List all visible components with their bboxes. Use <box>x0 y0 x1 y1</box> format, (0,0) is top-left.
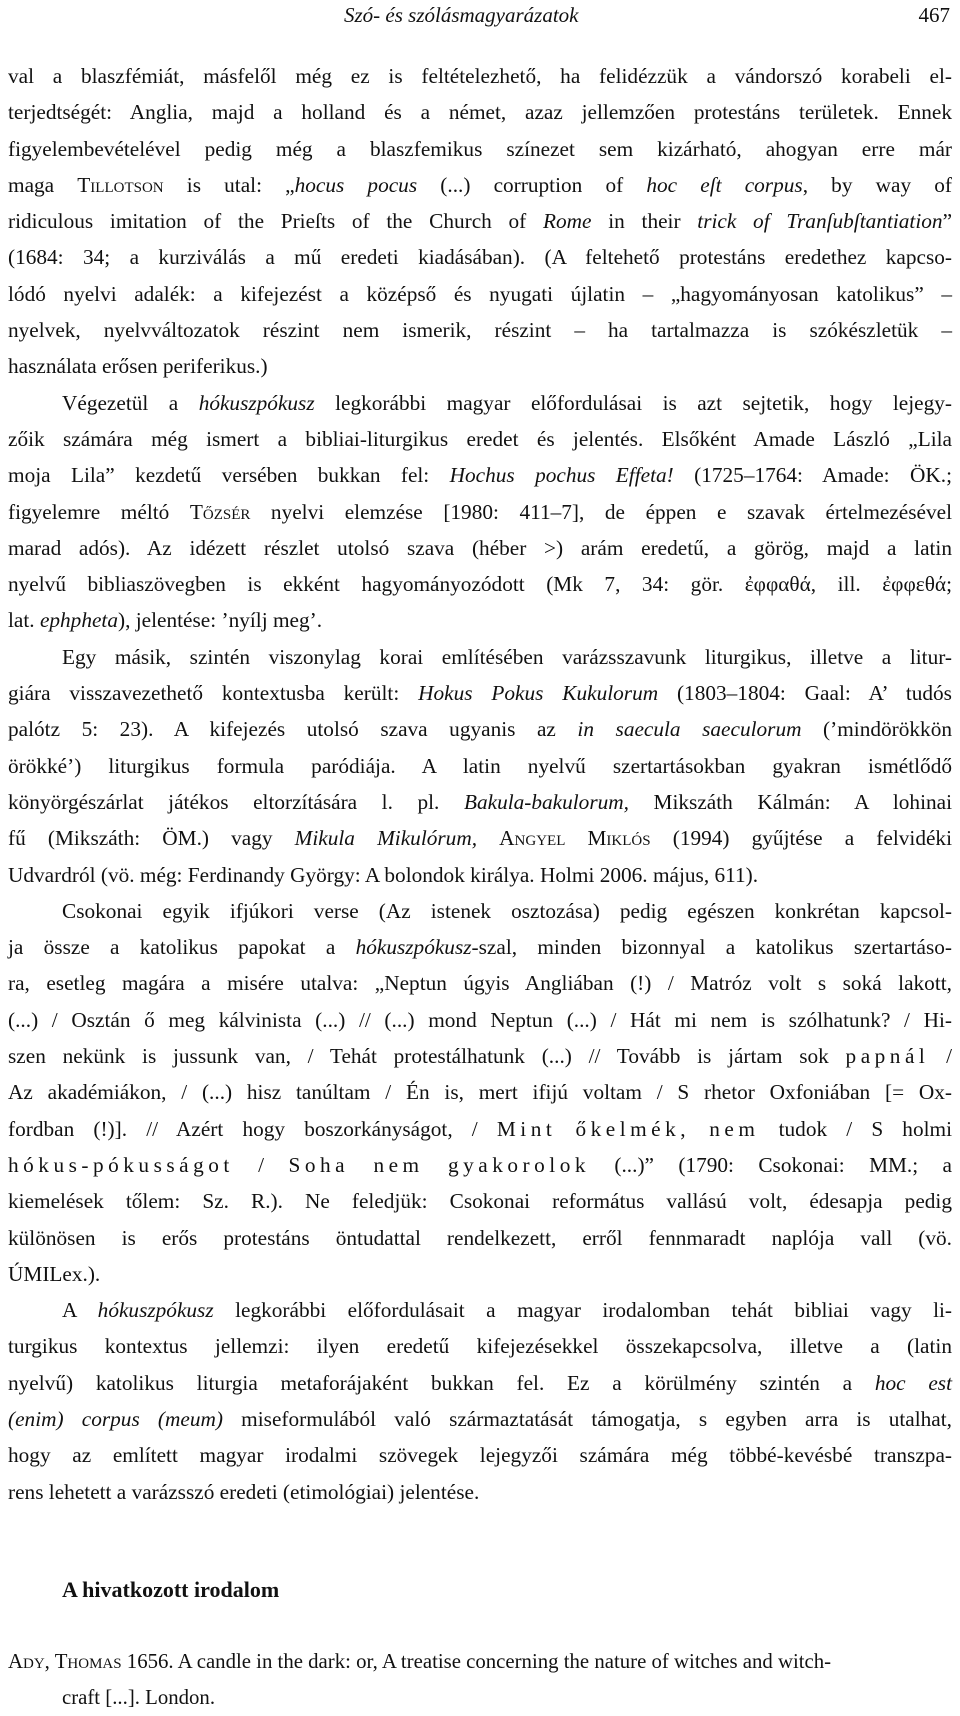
paragraph-5 <box>8 1292 952 1510</box>
text-line: rens lehetett a varázsszó eredeti (etimológiai) jelentése. <box>8 1479 480 1504</box>
paragraph-4 <box>8 893 952 1292</box>
text-line: terjedtségét: Anglia, majd a holland és a német, azaz jellemzően protestáns területek. Ennek <box>8 100 952 125</box>
text-line: fű (Mikszáth: ÖM.) vagy Mikula Mikulórum, Angyel Miklós (1994) gyűjtése a felvidéki <box>8 826 952 851</box>
text-line: ra, esetleg magára a misére utalva: „Neptun úgyis Angliában (!) / Matróz volt s soká lakott, <box>8 971 952 996</box>
text-line: figyelemre méltó Tőzsér nyelvi elemzése [1980: 411–7], de éppen e szavak értelmezésével <box>8 499 952 524</box>
text-line: kiemelések tőlem: Sz. R.). Ne feledjük: Csokonai református vallású volt, édesapja pedig <box>8 1189 952 1214</box>
reference-line: Ady, Thomas 1656. A candle in the dark: or, A treatise concerning the nature of witches and witch- <box>8 1649 832 1673</box>
text-line: különösen is erős protestáns öntudattal rendelkezett, erről fennmaradt naplója vall (vö. <box>8 1225 952 1250</box>
text-line: giára visszavezethető kontextusba került: Hokus Pokus Kukulorum (1803–1804: Gaal: A’ tudós <box>8 681 952 706</box>
text-line: (enim) corpus (meum) miseformulából való származtatását támogatja, s egyben arra is utalhat, <box>8 1406 952 1431</box>
reference-entry <box>8 1644 952 1716</box>
text-line: lat. ephpheta), jelentése: ’nyílj meg’. <box>8 608 323 633</box>
text-line: moja Lila” kezdetű versében bukkan fel: Hochus pochus Effeta! (1725–1764: Amade: ÖK.; <box>8 463 952 488</box>
section-spacer <box>8 1610 952 1644</box>
text-line: (1684: 34; a kurziválás a mű eredeti kiadásában). (A feltehető protestáns eredethez kapcso- <box>8 245 952 270</box>
text-line: marad adós). Az idézett részlet utolsó szava (héber >) arám eredetű, a görög, majd a latin <box>8 535 952 560</box>
text-line: Udvardról (vö. még: Ferdinandy György: A bolondok királya. Holmi 2006. május, 611). <box>8 862 759 887</box>
references-heading: A hivatkozott irodalom <box>62 1576 280 1602</box>
running-header <box>8 3 952 33</box>
text-line: val a blaszfémiát, másfelől még ez is feltételezhető, ha felidézzük a vándorszó korabeli el- <box>8 64 952 88</box>
text-line: zőik számára még ismert a bibliai-liturgikus eredet és jelentés. Elsőként Amade László „Lila <box>8 426 952 451</box>
text-line: Végezetül a hókuszpókusz legkorábbi magyar előfordulásai is azt sejtetik, hogy lejegy- <box>62 390 952 415</box>
text-line: nyelvű bibliaszövegben is ekként hagyományozódott (Mk 7, 34: gör. ἐφφαθά, ill. ἐφφεθά; <box>8 572 952 597</box>
text-line: szen nekünk is jussunk van, / Tehát protestálhatunk (...) // Tovább is jártam sok papnál / <box>8 1044 952 1069</box>
text-line: maga Tillotson is utal: „hocus pocus (...) corruption of hoc eſt corpus, by way of <box>8 172 952 197</box>
text-line: A hókuszpókusz legkorábbi előfordulásait a magyar irodalomban tehát bibliai vagy li- <box>62 1298 952 1323</box>
running-title: Szó- és szólásmagyarázatok <box>344 3 579 27</box>
text-line: ÚMILex.). <box>8 1261 101 1286</box>
text-line: Egy másik, szintén viszonylag korai említésében varázsszavunk liturgikus, illetve a litur- <box>62 644 952 669</box>
text-line: ja össze a katolikus papokat a hókuszpókusz-szal, minden bizonnyal a katolikus szertartáso- <box>8 935 952 960</box>
section-spacer <box>8 1510 952 1570</box>
reference-line: craft [...]. London. <box>62 1686 216 1710</box>
text-line: palótz 5: 23). A kifejezés utolsó szava ugyanis az in saecula saeculorum (’mindörökkön <box>8 717 952 742</box>
body-text <box>8 58 952 1716</box>
text-line: könyörgészárlat játékos eltorzítására l. pl. Bakula-bakulorum, Mikszáth Kálmán: A lohinai <box>8 789 953 814</box>
text-line: használata erősen periferikus.) <box>8 354 268 379</box>
text-line: nyelvek, nyelvváltozatok részint nem ismerik, részint – ha tartalmazza is szókészletük – <box>8 318 952 343</box>
text-line: örökké’) liturgikus formula paródiája. A latin nyelvű szertartásokban gyakran ismétlődő <box>8 753 952 778</box>
page-number: 467 <box>918 3 950 27</box>
paragraph-1 <box>8 58 952 385</box>
text-line: (...) / Osztán ő meg kálvinista (...) // (...) mond Neptun (...) / Hát mi nem is szólhatunk? / Hi- <box>8 1007 952 1032</box>
paragraph-2 <box>8 385 952 639</box>
paragraph-3 <box>8 639 952 893</box>
text-line: nyelvű) katolikus liturgia metaforájaként bukkan fel. Ez a körülmény szintén a hoc est <box>8 1370 952 1395</box>
text-line: Csokonai egyik ifjúkori verse (Az istenek osztozása) pedig egészen konkrétan kapcsol- <box>62 898 952 923</box>
text-line: ridiculous imitation of the Prieſts of the Church of Rome in their trick of Tranſubſtantiation” <box>8 209 953 234</box>
text-line: turgikus kontextus jellemzi: ilyen eredetű kifejezésekkel összekapcsolva, illetve a (latin <box>8 1334 952 1359</box>
text-line: hókus-pókusságot / Soha nem gyakorolok (...)” (1790: Csokonai: MM.; a <box>8 1152 952 1177</box>
text-line: figyelembevételével pedig még a blaszfemikus színezet sem kizárható, ahogyan erre már <box>8 136 952 161</box>
text-line: fordban (!)]. // Azért hogy boszorkányságot, / Mint őkelmék, nem tudok / S holmi <box>8 1116 953 1141</box>
text-line: Az akadémiákon, / (...) hisz tanúltam / Én is, mert ifijú voltam / S rhetor Oxfoniában [= Ox- <box>8 1080 952 1105</box>
text-line: hogy az említett magyar irodalmi szövegek lejegyzői számára még többé-kevésbé transzpa- <box>8 1443 952 1468</box>
text-line: lódó nyelvi adalék: a kifejezést a középső és nyugati újlatin – „hagyományosan katolikus” – <box>8 281 952 306</box>
